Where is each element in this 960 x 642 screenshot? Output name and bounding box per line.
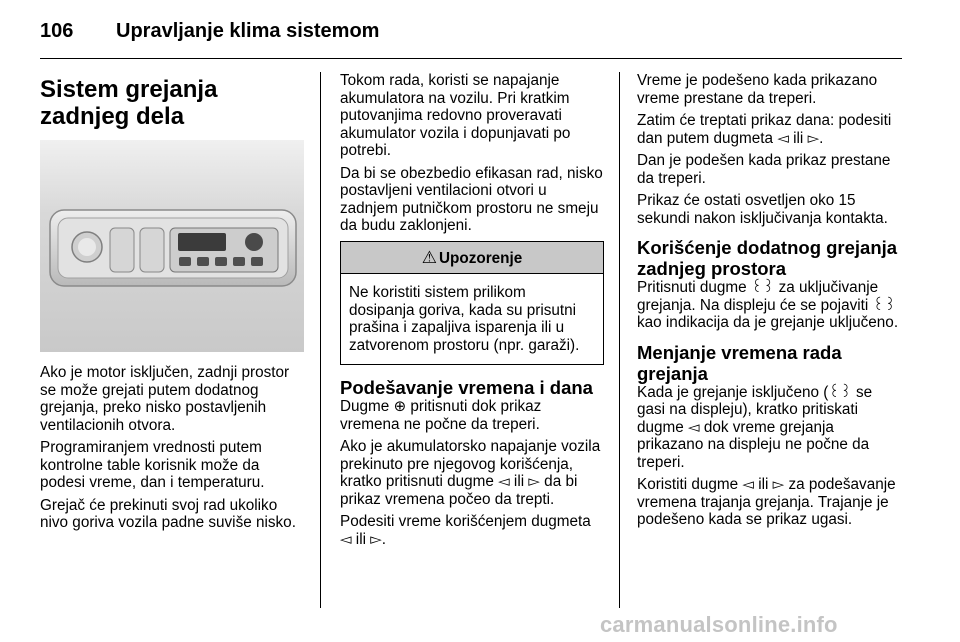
rear-heater-panel-figure	[40, 140, 304, 352]
paragraph: Da bi se obezbedio efikasan rad, nisko postavljeni ventilacioni otvori u zadnjem putničkom prostoru ne smeju da budu zaklonjeni.	[340, 164, 603, 234]
paragraph: Ako je akumulatorsko napajanje vozila prekinuto pre njegovog korišćenja, kratko pritisnuti dugme ◅ ili ▻ da bi prikaz vremena počeo da trepti.	[340, 438, 601, 508]
paragraph: Dan je podešen kada prikaz prestane da treperi.	[637, 152, 891, 187]
warning-text: Ne koristiti sistem prilikom dosipanja goriva, kada su prisutni prašina i zapaljiva isparenja ili u zatvorenom prostoru (npr. garaži).	[349, 284, 580, 354]
left-arrow-icon: ◅	[340, 530, 352, 548]
page-number: 106	[40, 20, 74, 42]
column-3	[637, 72, 903, 534]
paragraph: Kada je grejanje isključeno (꒰꒱ se gasi na displeju), kratko pritiskati dugme ◅ dok vreme grejanja prikazano na displeju ne počne da treperi.	[637, 383, 873, 471]
right-arrow-icon: ▻	[528, 473, 540, 490]
column-2	[340, 72, 604, 553]
paragraph: Vreme je podešeno kada prikazano vreme prestane da treperi.	[637, 72, 878, 107]
paragraph: Grejač će prekinuti svoj rad ukoliko nivo goriva vozila padne suviše nisko.	[40, 496, 296, 531]
paragraph: Koristiti dugme ◅ ili ▻ za podešavanje vremena trajanja grejanja. Trajanje je podešeno kada se prikaz ugasi.	[637, 476, 896, 528]
paragraph: Dugme ⊕ pritisnuti dok prikaz vremena ne počne da treperi.	[340, 398, 542, 433]
paragraph: Prikaz će ostati osvetljen oko 15 sekundi nakon isključivanja kontakta.	[637, 192, 888, 227]
watermark: carmanualsonline.info	[600, 612, 838, 637]
rear-heater-panel-illustration	[40, 140, 304, 352]
warning-header	[341, 242, 603, 275]
warning-title: Upozorenje	[438, 249, 523, 267]
left-arrow-icon: ◅	[498, 473, 510, 490]
column-1	[40, 72, 304, 537]
right-arrow-icon: ▻	[807, 129, 820, 147]
section-heading: Korišćenje dodatnog grejanja zadnjeg prostora	[637, 237, 898, 279]
column-divider	[320, 72, 321, 608]
heater-icon: ꒰꒱	[872, 296, 896, 314]
clock-icon: ⊕	[393, 398, 407, 415]
column-divider	[619, 72, 620, 608]
paragraph: Zatim će treptati prikaz dana: podesiti dan putem dugmeta ◅ ili ▻.	[637, 112, 892, 147]
heater-icon: ꒰꒱	[750, 279, 775, 296]
right-arrow-icon: ▻	[370, 530, 382, 548]
left-arrow-icon: ◅	[742, 476, 754, 493]
warning-icon: ⚠	[421, 247, 437, 267]
left-arrow-icon: ◅	[688, 418, 700, 436]
paragraph: Pritisnuti dugme ꒰꒱ za uključivanje grejanja. Na displeju će se pojaviti ꒰꒱ kao indikacija da je grejanje uključeno.	[637, 279, 899, 331]
paragraph: Podesiti vreme korišćenjem dugmeta ◅ ili ▻.	[340, 513, 591, 548]
warning-box	[340, 241, 604, 366]
page-header	[40, 14, 902, 54]
section-heading: Menjanje vremena rada grejanja	[637, 341, 842, 384]
paragraph: Programiranjem vrednosti putem kontrolne table korisnik može da podesi vreme, dan i temperaturu.	[40, 439, 265, 491]
heater-icon: ꒰꒱	[828, 383, 852, 401]
paragraph: Tokom rada, koristi se napajanje akumulatora na vozilu. Pri kratkim putovanjima redovno proveravati akumulator vozila i dopunjavati po potrebi.	[340, 72, 571, 159]
running-title: Upravljanje klima sistemom	[116, 20, 380, 42]
header-rule	[40, 58, 902, 59]
paragraph: Ako je motor isključen, zadnji prostor se može grejati putem dodatnog grejanja, preko nisko postavljenih ventilacionih otvora.	[40, 364, 290, 434]
section-heading: Sistem grejanja zadnjeg dela	[40, 76, 218, 130]
section-heading: Podešavanje vremena i dana	[340, 377, 593, 398]
right-arrow-icon: ▻	[772, 476, 785, 493]
left-arrow-icon: ◅	[777, 129, 789, 147]
